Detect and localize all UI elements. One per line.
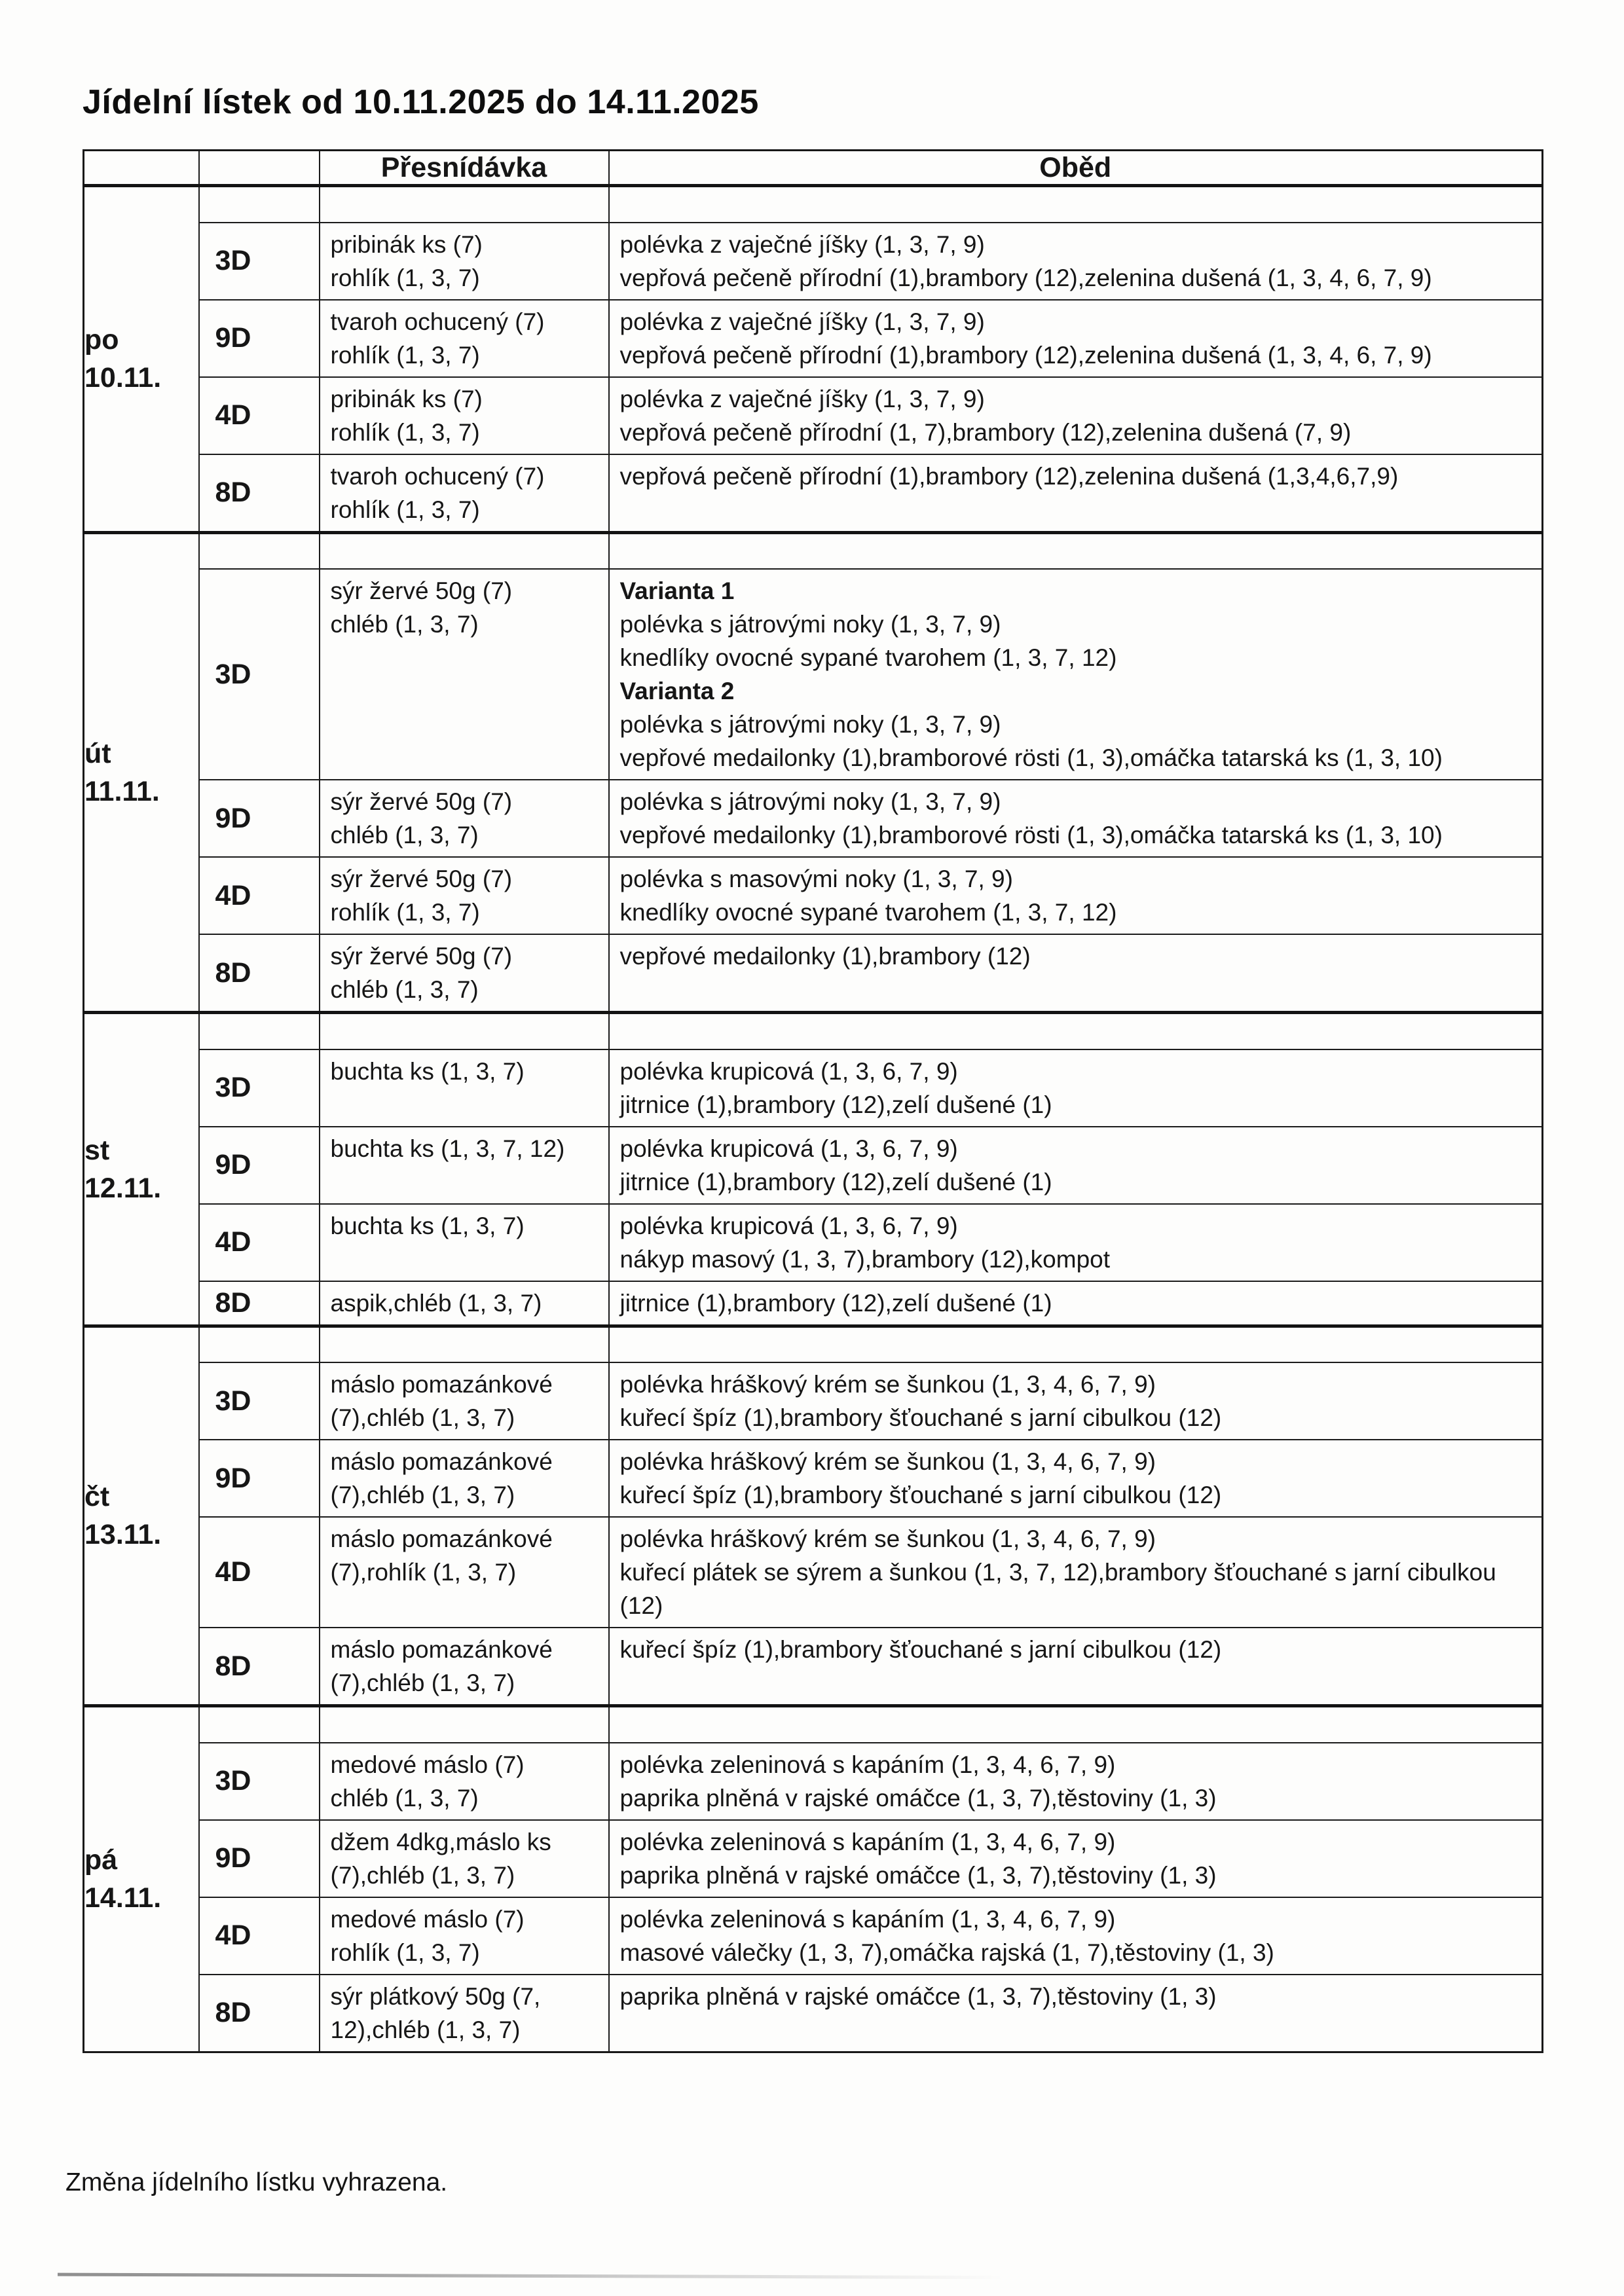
- lunch-cell: [609, 857, 1543, 934]
- lunch-cell: [609, 454, 1543, 533]
- spacer-row: [84, 1326, 1543, 1362]
- menu-row: [84, 1440, 1543, 1517]
- day-cell: [84, 1013, 199, 1326]
- lunch-line: polévka krupicová (1, 3, 6, 7, 9): [619, 1212, 958, 1239]
- date-label: 14.11.: [84, 1882, 162, 1914]
- snack-line: rohlík (1, 3, 7): [330, 418, 480, 446]
- spacer-cell: [320, 1013, 609, 1049]
- snack-line: tvaroh ochucený (7): [330, 308, 545, 335]
- spacer-cell: [199, 1326, 320, 1362]
- lunch-line: kuřecí plátek se sýrem a šunkou (1, 3, 7, 12),brambory šťouchané s jarní cibulkou (12): [619, 1559, 1496, 1619]
- lunch-cell: [609, 1897, 1543, 1975]
- diet-label: 4D: [199, 377, 320, 454]
- snack-cell: [320, 857, 609, 934]
- snack-cell: [320, 1628, 609, 1706]
- spacer-row: [84, 1013, 1543, 1049]
- diet-label: 9D: [199, 780, 320, 857]
- day-cell: [84, 1326, 199, 1706]
- diet-label: 9D: [199, 1820, 320, 1897]
- menu-row: [84, 1897, 1543, 1975]
- diet-label: 4D: [199, 857, 320, 934]
- diet-label: 8D: [199, 454, 320, 533]
- header-empty-day: [84, 151, 199, 186]
- lunch-cell: [609, 377, 1543, 454]
- header-snack: Přesnídávka: [320, 151, 609, 186]
- spacer-cell: [320, 186, 609, 223]
- spacer-cell: [199, 1706, 320, 1743]
- spacer-cell: [609, 532, 1543, 569]
- diet-label: 4D: [199, 1897, 320, 1975]
- snack-line: medové máslo (7): [330, 1751, 525, 1778]
- day-block: [84, 1326, 1543, 1706]
- date-label: 12.11.: [84, 1172, 162, 1204]
- diet-label: 4D: [199, 1204, 320, 1281]
- lunch-cell: [609, 223, 1543, 300]
- snack-line: sýr plátkový 50g (7,: [330, 1982, 541, 2010]
- lunch-cell: [609, 1049, 1543, 1127]
- menu-table: [83, 149, 1543, 2053]
- lunch-line: vepřová pečeně přírodní (1),brambory (12),zelenina dušená (1, 3, 4, 6, 7, 9): [619, 341, 1432, 369]
- lunch-line: polévka s játrovými noky (1, 3, 7, 9): [619, 788, 1001, 815]
- spacer-cell: [199, 186, 320, 223]
- lunch-line: kuřecí špíz (1),brambory šťouchané s jarní cibulkou (12): [619, 1636, 1222, 1663]
- lunch-cell: [609, 1127, 1543, 1204]
- lunch-cell: [609, 934, 1543, 1013]
- spacer-cell: [609, 186, 1543, 223]
- date-label: 11.11.: [84, 775, 160, 807]
- lunch-cell: [609, 1440, 1543, 1517]
- lunch-line: vepřová pečeně přírodní (1, 7),brambory (12),zelenina dušená (7, 9): [619, 418, 1352, 446]
- day-block: [84, 1013, 1543, 1326]
- snack-line: medové máslo (7): [330, 1905, 525, 1933]
- snack-line: pribinák ks (7): [330, 230, 483, 258]
- snack-line: sýr žervé 50g (7): [330, 788, 513, 815]
- snack-line: chléb (1, 3, 7): [330, 822, 479, 848]
- snack-line: buchta ks (1, 3, 7, 12): [330, 1135, 565, 1162]
- lunch-cell: [609, 1820, 1543, 1897]
- date-label: 10.11.: [84, 362, 162, 394]
- spacer-cell: [609, 1013, 1543, 1049]
- snack-line: džem 4dkg,máslo ks: [330, 1828, 551, 1855]
- spacer-cell: [609, 1326, 1543, 1362]
- lunch-line: polévka zeleninová s kapáním (1, 3, 4, 6, 7, 9): [619, 1751, 1116, 1778]
- diet-label: 8D: [199, 1628, 320, 1706]
- day-label: pá: [84, 1844, 118, 1876]
- menu-row: [84, 934, 1543, 1013]
- diet-label: 9D: [199, 1127, 320, 1204]
- lunch-cell: [609, 1362, 1543, 1440]
- menu-row: [84, 1281, 1543, 1326]
- snack-line: rohlík (1, 3, 7): [330, 1939, 480, 1966]
- snack-cell: [320, 780, 609, 857]
- lunch-line: polévka hráškový krém se šunkou (1, 3, 4, 6, 7, 9): [619, 1371, 1156, 1398]
- spacer-cell: [199, 1013, 320, 1049]
- day-label: čt: [84, 1481, 110, 1513]
- snack-cell: [320, 1743, 609, 1820]
- diet-label: 8D: [199, 934, 320, 1013]
- snack-line: (7),chléb (1, 3, 7): [330, 1482, 515, 1508]
- menu-row: [84, 780, 1543, 857]
- lunch-line: polévka krupicová (1, 3, 6, 7, 9): [619, 1057, 958, 1085]
- menu-row: [84, 1127, 1543, 1204]
- snack-cell: [320, 1820, 609, 1897]
- snack-cell: [320, 1897, 609, 1975]
- snack-line: buchta ks (1, 3, 7): [330, 1212, 525, 1239]
- lunch-line: knedlíky ovocné sypané tvarohem (1, 3, 7, 12): [619, 899, 1117, 926]
- day-cell: [84, 532, 199, 1013]
- snack-line: tvaroh ochucený (7): [330, 462, 545, 490]
- lunch-cell: [609, 1628, 1543, 1706]
- snack-line: (7),chléb (1, 3, 7): [330, 1669, 515, 1696]
- lunch-line: masové válečky (1, 3, 7),omáčka rajská (1, 7),těstoviny (1, 3): [619, 1939, 1274, 1966]
- snack-line: (7),chléb (1, 3, 7): [330, 1404, 515, 1431]
- snack-line: máslo pomazánkové: [330, 1525, 553, 1552]
- lunch-line: vepřová pečeně přírodní (1),brambory (12),zelenina dušená (1, 3, 4, 6, 7, 9): [619, 264, 1432, 291]
- lunch-line: polévka zeleninová s kapáním (1, 3, 4, 6, 7, 9): [619, 1828, 1116, 1855]
- menu-row: [84, 377, 1543, 454]
- snack-cell: [320, 1281, 609, 1326]
- page-title: Jídelní lístek od 10.11.2025 do 14.11.2025: [83, 83, 759, 121]
- lunch-line: polévka s masovými noky (1, 3, 7, 9): [619, 866, 1013, 892]
- lunch-line: polévka krupicová (1, 3, 6, 7, 9): [619, 1135, 958, 1162]
- snack-cell: [320, 454, 609, 533]
- snack-line: chléb (1, 3, 7): [330, 611, 479, 638]
- lunch-line: vepřová pečeně přírodní (1),brambory (12),zelenina dušená (1,3,4,6,7,9): [619, 462, 1399, 490]
- menu-row: [84, 1820, 1543, 1897]
- lunch-line: jitrnice (1),brambory (12),zelí dušené (1): [619, 1091, 1052, 1118]
- snack-line: rohlík (1, 3, 7): [330, 264, 480, 291]
- day-block: [84, 532, 1543, 1013]
- day-label: po: [84, 324, 119, 356]
- lunch-line: nákyp masový (1, 3, 7),brambory (12),kompot: [619, 1245, 1111, 1273]
- lunch-line: vepřové medailonky (1),bramborové rösti (1, 3),omáčka tatarská ks (1, 3, 10): [619, 744, 1443, 771]
- spacer-cell: [199, 532, 320, 569]
- snack-line: 12),chléb (1, 3, 7): [330, 2016, 521, 2043]
- lunch-line: kuřecí špíz (1),brambory šťouchané s jarní cibulkou (12): [619, 1482, 1222, 1508]
- diet-label: 3D: [199, 223, 320, 300]
- menu-row: [84, 1049, 1543, 1127]
- diet-label: 3D: [199, 1743, 320, 1820]
- lunch-line: polévka z vaječné jíšky (1, 3, 7, 9): [619, 308, 985, 335]
- snack-line: pribinák ks (7): [330, 385, 483, 412]
- header-empty-diet: [199, 151, 320, 186]
- snack-cell: [320, 1975, 609, 2052]
- snack-cell: [320, 300, 609, 377]
- day-cell: [84, 1706, 199, 2052]
- lunch-line: jitrnice (1),brambory (12),zelí dušené (1): [619, 1168, 1052, 1195]
- lunch-cell: [609, 300, 1543, 377]
- lunch-line: Varianta 1: [619, 577, 735, 604]
- date-label: 13.11.: [84, 1519, 162, 1551]
- diet-label: 9D: [199, 1440, 320, 1517]
- day-block: [84, 186, 1543, 533]
- snack-cell: [320, 569, 609, 780]
- lunch-line: kuřecí špíz (1),brambory šťouchané s jarní cibulkou (12): [619, 1404, 1222, 1431]
- lunch-cell: [609, 1743, 1543, 1820]
- snack-cell: [320, 1517, 609, 1628]
- menu-row: [84, 1517, 1543, 1628]
- lunch-cell: [609, 1517, 1543, 1628]
- menu-row: [84, 569, 1543, 780]
- spacer-row: [84, 1706, 1543, 1743]
- lunch-cell: [609, 780, 1543, 857]
- day-label: st: [84, 1134, 110, 1166]
- snack-line: sýr žervé 50g (7): [330, 866, 513, 892]
- lunch-cell: [609, 1204, 1543, 1281]
- spacer-row: [84, 186, 1543, 223]
- snack-line: sýr žervé 50g (7): [330, 943, 513, 970]
- menu-row: [84, 1628, 1543, 1706]
- lunch-line: polévka hráškový krém se šunkou (1, 3, 4, 6, 7, 9): [619, 1525, 1156, 1552]
- spacer-cell: [320, 1706, 609, 1743]
- diet-label: 4D: [199, 1517, 320, 1628]
- lunch-line: vepřové medailonky (1),bramborové rösti (1, 3),omáčka tatarská ks (1, 3, 10): [619, 822, 1443, 848]
- lunch-line: paprika plněná v rajské omáčce (1, 3, 7),těstoviny (1, 3): [619, 1861, 1217, 1889]
- snack-line: rohlík (1, 3, 7): [330, 899, 480, 926]
- snack-line: sýr žervé 50g (7): [330, 577, 513, 604]
- diet-label: 8D: [199, 1281, 320, 1326]
- lunch-line: polévka z vaječné jíšky (1, 3, 7, 9): [619, 230, 985, 258]
- spacer-row: [84, 532, 1543, 569]
- snack-cell: [320, 223, 609, 300]
- diet-label: 3D: [199, 569, 320, 780]
- menu-row: [84, 223, 1543, 300]
- lunch-cell: [609, 569, 1543, 780]
- snack-cell: [320, 377, 609, 454]
- snack-cell: [320, 1049, 609, 1127]
- snack-line: (7),rohlík (1, 3, 7): [330, 1559, 517, 1586]
- snack-line: (7),chléb (1, 3, 7): [330, 1861, 515, 1889]
- lunch-line: paprika plněná v rajské omáčce (1, 3, 7),těstoviny (1, 3): [619, 1982, 1217, 2010]
- spacer-cell: [609, 1706, 1543, 1743]
- menu-row: [84, 454, 1543, 533]
- footer-note: Změna jídelního lístku vyhrazena.: [65, 2168, 448, 2196]
- menu-row: [84, 1362, 1543, 1440]
- menu-row: [84, 857, 1543, 934]
- snack-line: máslo pomazánkové: [330, 1448, 553, 1475]
- snack-line: rohlík (1, 3, 7): [330, 496, 480, 523]
- lunch-cell: [609, 1975, 1543, 2052]
- diet-label: 3D: [199, 1362, 320, 1440]
- lunch-line: paprika plněná v rajské omáčce (1, 3, 7),těstoviny (1, 3): [619, 1784, 1217, 1812]
- snack-line: buchta ks (1, 3, 7): [330, 1057, 525, 1085]
- menu-row: [84, 1743, 1543, 1820]
- lunch-line: Varianta 2: [619, 678, 735, 704]
- snack-cell: [320, 1204, 609, 1281]
- snack-line: aspik,chléb (1, 3, 7): [330, 1289, 542, 1317]
- snack-line: máslo pomazánkové: [330, 1636, 553, 1663]
- snack-line: máslo pomazánkové: [330, 1371, 553, 1398]
- lunch-cell: [609, 1281, 1543, 1326]
- header-lunch: Oběd: [609, 151, 1543, 186]
- lunch-line: polévka zeleninová s kapáním (1, 3, 4, 6, 7, 9): [619, 1905, 1116, 1933]
- snack-line: chléb (1, 3, 7): [330, 976, 479, 1003]
- snack-cell: [320, 1127, 609, 1204]
- snack-cell: [320, 1440, 609, 1517]
- diet-label: 9D: [199, 300, 320, 377]
- day-block: [84, 1706, 1543, 2052]
- snack-line: chléb (1, 3, 7): [330, 1784, 479, 1812]
- day-label: út: [84, 737, 111, 769]
- lunch-line: polévka s játrovými noky (1, 3, 7, 9): [619, 611, 1001, 638]
- snack-cell: [320, 1362, 609, 1440]
- scan-artifact-line: [58, 2273, 1053, 2280]
- lunch-line: polévka hráškový krém se šunkou (1, 3, 4, 6, 7, 9): [619, 1448, 1156, 1475]
- menu-row: [84, 1975, 1543, 2052]
- diet-label: 3D: [199, 1049, 320, 1127]
- menu-table-header: [84, 151, 1543, 186]
- day-cell: [84, 186, 199, 533]
- lunch-line: knedlíky ovocné sypané tvarohem (1, 3, 7, 12): [619, 644, 1117, 671]
- lunch-line: polévka s játrovými noky (1, 3, 7, 9): [619, 711, 1001, 738]
- diet-label: 8D: [199, 1975, 320, 2052]
- spacer-cell: [320, 532, 609, 569]
- snack-line: rohlík (1, 3, 7): [330, 341, 480, 369]
- menu-row: [84, 1204, 1543, 1281]
- spacer-cell: [320, 1326, 609, 1362]
- snack-cell: [320, 934, 609, 1013]
- lunch-line: vepřové medailonky (1),brambory (12): [619, 943, 1031, 970]
- lunch-line: polévka z vaječné jíšky (1, 3, 7, 9): [619, 385, 985, 412]
- lunch-line: jitrnice (1),brambory (12),zelí dušené (1): [619, 1289, 1052, 1317]
- menu-row: [84, 300, 1543, 377]
